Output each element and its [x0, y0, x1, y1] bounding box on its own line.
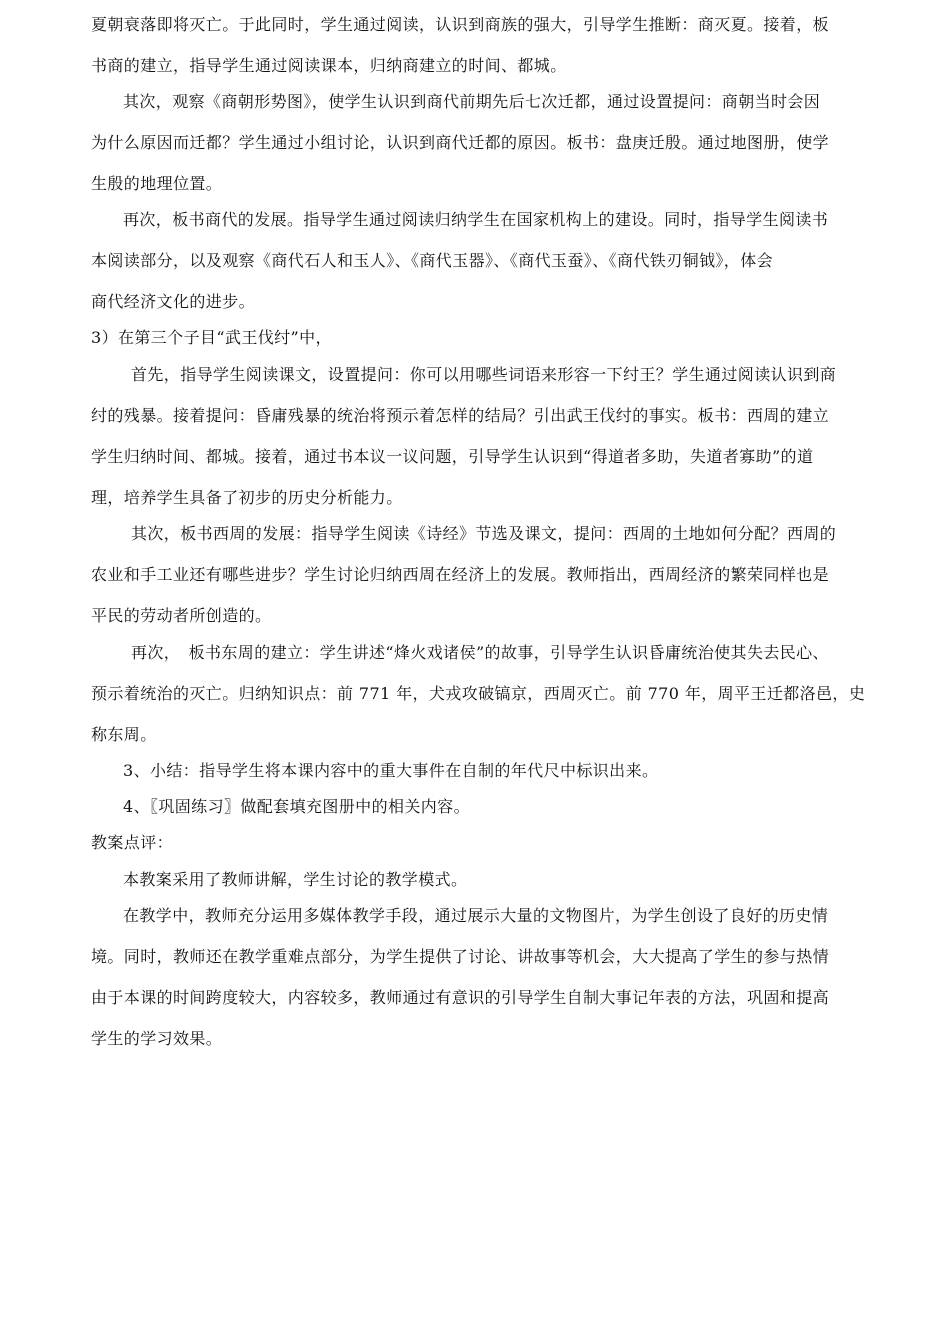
text-line: 称东周。	[91, 725, 157, 744]
text-line: 纣的残暴。接着提问：昏庸残暴的统治将预示着怎样的结局？引出武王伐纣的事实。板书：西周的建立	[91, 406, 830, 425]
text-line: 理，培养学生具备了初步的历史分析能力。	[91, 488, 403, 507]
text-line: 本阅读部分，以及观察《商代石人和玉人》、《商代玉器》、《商代玉蚕》、《商代铁刃铜钺》，体会	[91, 251, 774, 270]
exercise-item: 4、〖巩固练习〗做配套填充图册中的相关内容。	[123, 797, 470, 816]
text-line: 书商的建立，指导学生通过阅读课本，归纳商建立的时间、都城。	[91, 56, 567, 75]
text-line: 夏朝衰落即将灭亡。于此同时，学生通过阅读，认识到商族的强大，引导学生推断：商灭夏。接着，板	[91, 15, 830, 34]
text-line: 再次，板书商代的发展。指导学生通过阅读归纳学生在国家机构上的建设。同时，指导学生阅读书	[123, 210, 829, 229]
text-line: 境。同时，教师还在教学重难点部分，为学生提供了讨论、讲故事等机会，大大提高了学生的参与热情	[91, 947, 830, 966]
text-line: 本教案采用了教师讲解，学生讨论的教学模式。	[123, 870, 468, 889]
text-line: 农业和手工业还有哪些进步？学生讨论归纳西周在经济上的发展。教师指出，西周经济的繁荣同样也是	[91, 565, 830, 584]
text-line: 其次，观察《商朝形势图》，使学生认识到商代前期先后七次迁都，通过设置提问：商朝当时会因	[123, 92, 821, 111]
text-line: 为什么原因而迁都？学生通过小组讨论，认识到商代迁都的原因。板书：盘庚迁殷。通过地图册，使学	[91, 133, 830, 152]
text-line: 在教学中，教师充分运用多媒体教学手段，通过展示大量的文物图片，为学生创设了良好的历史情	[123, 906, 829, 925]
text-line: 再次， 板书东周的建立：学生讲述“烽火戏诸侯”的故事，引导学生认识昏庸统治使其失去民心、	[131, 643, 829, 662]
text-line: 由于本课的时间跨度较大，内容较多，教师通过有意识的引导学生自制大事记年表的方法，巩固和提高	[91, 988, 830, 1007]
text-line: 生殷的地理位置。	[91, 174, 223, 193]
text-line: 学生的学习效果。	[91, 1029, 223, 1048]
text-line: 预示着统治的灭亡。归纳知识点：前 771 年，犬戎攻破镐京，西周灭亡。前 770 年，周平王迁都洛邑，史	[91, 684, 866, 703]
text-line: 学生归纳时间、都城。接着，通过书本议一议问题，引导学生认识到“得道者多助，失道者寡助”的道	[91, 447, 814, 466]
text-line: 平民的劳动者所创造的。	[91, 606, 272, 625]
summary-item: 3、小结：指导学生将本课内容中的重大事件在自制的年代尺中标识出来。	[123, 761, 659, 780]
review-heading: 教案点评：	[91, 833, 174, 852]
section-heading: 3）在第三个子目“武王伐纣”中，	[91, 328, 332, 347]
text-line: 首先，指导学生阅读课文，设置提问：你可以用哪些词语来形容一下纣王？学生通过阅读认识到商	[131, 365, 837, 384]
text-line: 其次，板书西周的发展：指导学生阅读《诗经》节选及课文，提问：西周的土地如何分配？西周的	[131, 524, 837, 543]
text-line: 商代经济文化的进步。	[91, 292, 256, 311]
